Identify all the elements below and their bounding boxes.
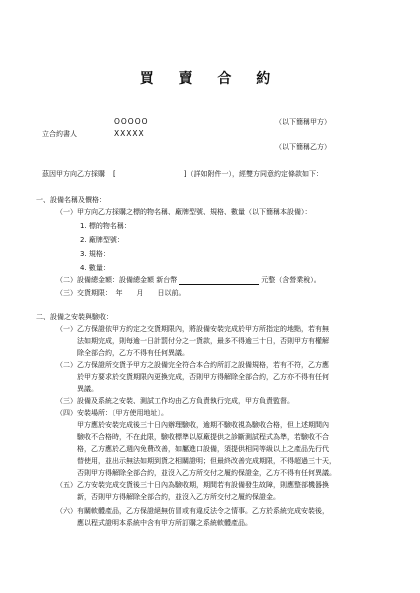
- section1-sub4: 4. 數量：: [80, 264, 110, 272]
- section2-heading: 二、設備之安裝與驗收：: [36, 313, 113, 321]
- section1-sub1: 1. 標的物名稱：: [80, 222, 131, 230]
- party-a-label: （以下簡稱甲方）: [275, 118, 331, 126]
- party-b-name: XXXXX: [114, 129, 145, 138]
- s2-p3: （三）設備及系統之安裝、測試工作均由乙方負責執行完成，甲方負責監督。: [56, 397, 294, 405]
- section1-item3: （三）交貨期限： 年 月 日以前。: [56, 289, 186, 297]
- s2-p4-body-l1: 甲方應於安裝完成後三十日內辦理驗收，逾期不驗收視為驗收合格，但上述期間內: [77, 421, 329, 429]
- section1-heading: 一、設備名稱及價格：: [36, 196, 106, 204]
- s2-p4-body-l2: 驗收不合格時，不在此限，驗收標準以原廠提供之診斷測試程式為準，若驗收不合: [77, 433, 329, 441]
- s2-p6-l1: （六）有關軟體產品，乙方保證絕無仿冒或有違反法令之情事。乙方於系統完成安裝後，: [56, 507, 329, 515]
- s2-p4-body-l4: 替使用，並出示無法如期到貨之相關證明；但最終改善完成期限，不得超過三十天，: [77, 457, 336, 465]
- section1-sub3: 3. 規格：: [80, 250, 110, 258]
- signatory-label: 立合約書人: [42, 130, 77, 138]
- s2-p1-l2: 法如期完成，則每逾一日計罰付分之一貨款，最多不得逾三十日，否則甲方有權解: [77, 337, 329, 345]
- contract-title: 買 賣 合 約: [139, 71, 281, 87]
- s2-p1-l1: （一）乙方保證依甲方約定之交貨期限內，將設備安裝完成於甲方所指定的地點，若有無: [56, 325, 329, 333]
- party-a-name: OOOOO: [114, 117, 149, 126]
- s2-p6-l2: 應以程式證明本系統中含有甲方所訂購之系統軟體產品。: [77, 519, 252, 527]
- section1-item2: [56, 276, 321, 285]
- s2-p4-body-l5: 否則甲方得解除全部合約，並沒入乙方所交付之履約保證金，乙方不得有任何異議。: [77, 469, 336, 477]
- party-b-label: （以下簡稱乙方）: [275, 143, 331, 151]
- total-amount-suffix: 元整（含營業稅）。: [261, 276, 321, 284]
- intro-prefix: 茲因甲方向乙方採購: [42, 170, 105, 178]
- intro-bracket-close: ]（詳如附件一），經雙方同意約定條款如下：: [183, 170, 323, 178]
- s2-p1-l3: 除全部合約，乙方不得有任何異議。: [77, 349, 189, 357]
- intro-bracket-open: [: [113, 170, 116, 178]
- s2-p5-l1: （五）乙方安裝完成交貨後三十日內為驗收期，期間若有設備發生故障，則應整部機器換: [56, 481, 329, 489]
- total-amount-prefix: （二）設備總金額：設備總金額 新台幣: [56, 276, 178, 284]
- s2-p2-l1: （二）乙方保證所交貨予甲方之設備完全符合本合約所訂之設備規格，若有不符，乙方應: [56, 361, 329, 369]
- s2-p2-l2: 於甲方要求於交貨期限內更換完成，否則甲方得解除全部合約，乙方亦不得有任何: [77, 373, 329, 381]
- intro-line: [42, 170, 323, 179]
- section1-sub2: 2. 廠牌型號：: [80, 236, 124, 244]
- amount-blank: [179, 277, 259, 285]
- s2-p4: （四）安裝場所：〔甲方使用地址〕。: [56, 409, 168, 417]
- s2-p4-body-l3: 格，乙方應於乙週內免費改善，如屬進口設備，須提供相同等級以上之產品先行代: [77, 445, 329, 453]
- s2-p5-l2: 新，否則甲方得解除全部合約，並沒入乙方所交付之履約保證金。: [77, 493, 280, 501]
- s2-p2-l3: 異議。: [77, 385, 98, 393]
- section1-item1: （一）甲方向乙方採購之標的物名稱、廠牌型號、規格、數量（以下簡稱本設備）：: [56, 208, 312, 216]
